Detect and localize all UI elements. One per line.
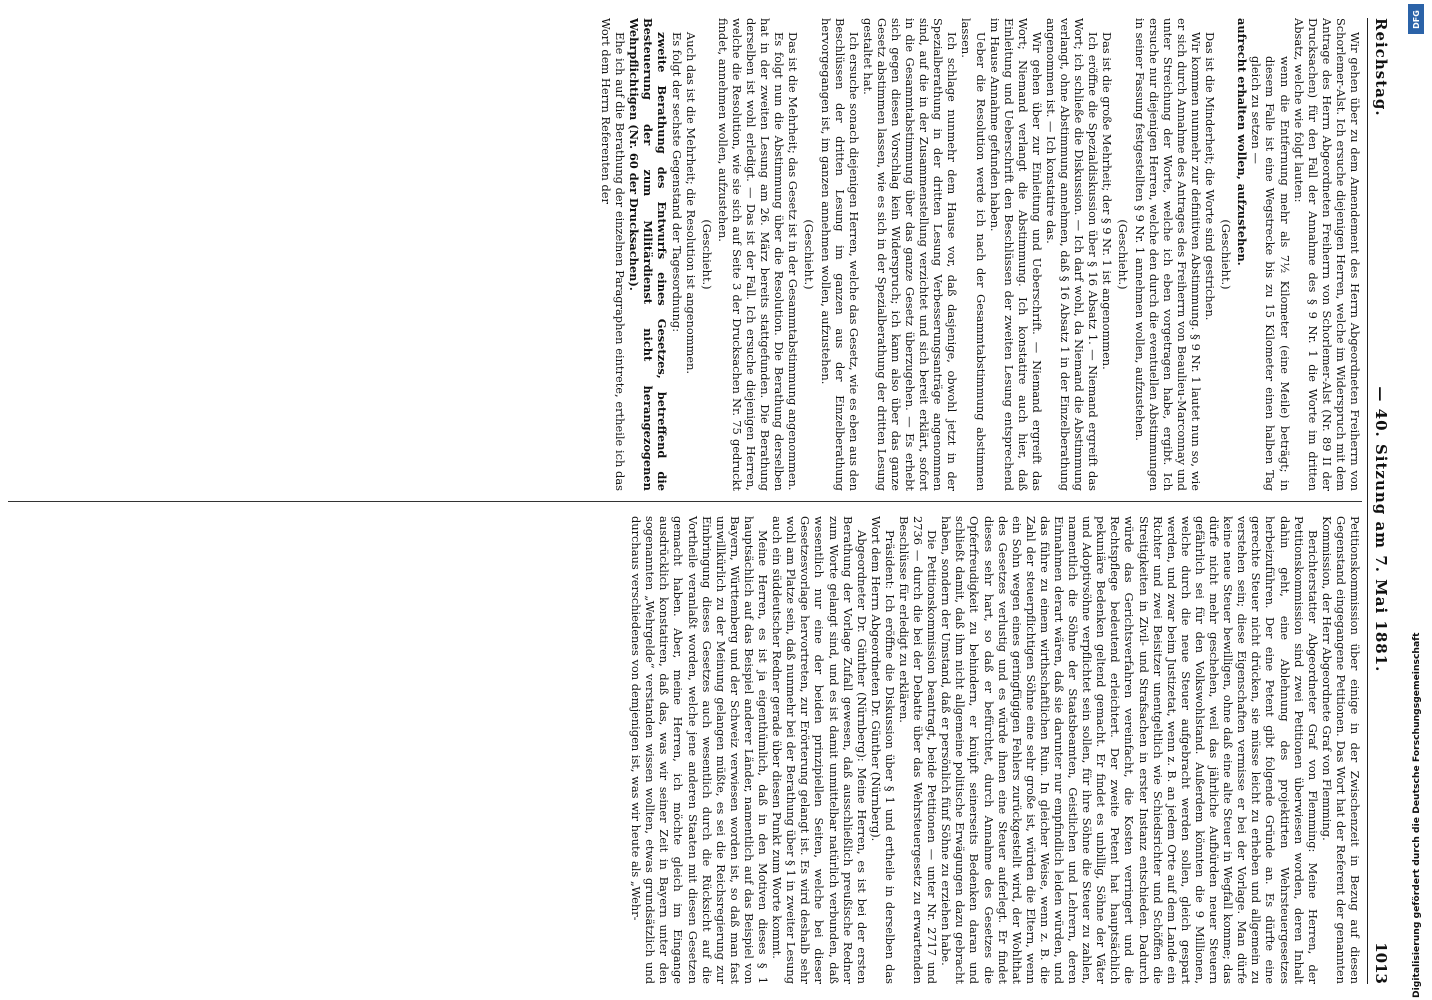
paragraph: Das ist die Minderheit; die Worte sind gestrichen. <box>1203 32 1218 321</box>
stage-direction: (Geschieht.) <box>699 219 714 290</box>
paragraph: Wir kommen nunmehr zur definitiven Abstimmung. § 9 Nr. 1 lautet nun so, wie er sich durch Annahme des Antrages des Freiherrn von Beaulieu-Marconnay und unter Streichung der Worte, welche ich eben vorgetragen habe, ergibt. Ich ersuche nur diejenigen Herren, welche den durch die eventuellen Abstimmungen in seiner Fassung festgestellten § 9 Nr. 1 annehmen wollen, aufzustehen. <box>1132 18 1203 491</box>
paragraph: Ich schlage nunmehr dem Hause vor, daß dasjenige, obwohl jetzt in der Spezialberathung in der dritten Lesung Verbesserungsanträge angenommen sind, auf die in der Zusammenstellung verzichtet und sich bereit erklärt, sofort in die Gesammtabstimmung über das ganze Gesetz überzugehen. — Es erhebt sich gegen diesen Vorschlag kein Widerspruch; ich kann also über das ganze Gesetz abstimmen lassen, wie es sich in der Spezialberathung der dritten Lesung gestaltet hat. <box>860 18 960 491</box>
digitization-sidebar <box>1400 0 1432 1000</box>
header-title: — 40. Sitzung am 7. Mai 1881. <box>1372 386 1390 673</box>
paragraph: Wir gehen über zur Einleitung und Ueberschrift. — Niemand ergreift das Wort; Niemand verlangt die Abstimmung. Ich konstatire auch hier, daß Einleitung und Ueberschrift den Beschlüssen der zweiten Lesung entsprechend im Hause Annahme gefunden haben. <box>987 18 1044 491</box>
paragraph: Ich ersuche sonach diejenigen Herren, welche das Gesetz, wie es eben aus den Beschlüssen der dritten Lesung im ganzen aus der Einzelberathung hervorgegangen ist, im ganzen annehmen wollen, aufzustehen. <box>818 18 861 491</box>
quoted-text: wenn die Entfernung mehr als 7½ Kilometer (eine Meile) beträgt; in diesem Falle ist eine Wegstrecke bis zu 15 Kilometer einen halben Tag gleich zu setzen — <box>1249 56 1292 491</box>
paragraph: aufrecht erhalten wollen, aufzustehen. <box>1235 18 1250 266</box>
paragraph: Ich eröffne die Spezialdiskussion über § 16 Absatz 1. — Niemand ergreift das Wort; ich schließe die Diskussion. — Ich darf wohl, da Niemand die Abstimmung verlangt, ohne Abstimmung annehmen, daß § 16 Absatz 1 in der Einzelberathung angenommen ist. — Ich konstatire das. <box>1044 18 1101 491</box>
paragraph: Ueber die Resolution werde ich nach der Gesammtabstimmung abstimmen lassen. <box>959 18 988 491</box>
paragraph: Petitionskommission über einige in der Zwischenzeit in Bezug auf diesen Gegenstand eingegangene Petitionen. Das Wort hat der Referent der genannten Kommission, der Herr Abgeordnete Graf von Flemming. <box>1319 515 1362 984</box>
paragraph: Das ist die Mehrheit; das Gesetz ist in der Gesammtabstimmung angenommen. <box>786 32 801 491</box>
stage-direction: (Geschieht.) <box>1116 219 1131 290</box>
stage-direction: (Geschieht.) <box>1219 219 1234 290</box>
stage-direction: (Geschieht.) <box>802 219 817 290</box>
paragraph: Berichterstatter Abgeordneter Graf von Flemming: Meine Herren, der Petitionskommission sind zwei Petitionen überwiesen worden, deren Inhalt dahin geht, eine Ablehnung des projektirten Wehrsteuergesetzes herbeizuführen. Der eine Petent gibt folgende Gründe an. Es dürfte eine gerechte Steuer nicht drücken, sie müsse leicht zu erheben und allgemein zu verstehen sein; diese Eigenschaften vermisse er bei der Vorlage. Man dürfe keine neue Steuer bewilligen, ohne daß eine alte Steuer in Wegfall komme; das dürfe nicht mehr geschehen, weil das jährliche Aufbürden neuer Steuern gefährlich sei für den Volkswohlstand. Außerdem könnten die 9 Millionen, welche durch die neue Steuer aufgebracht werden sollen, gleich gespart werden, und zwar beim Justizetat, wenn z. B. an jedem Orte auf dem Lande ein Richter und zwei Beisitzer unentgeltlich wie Schiedsrichter und Schöffen die Streitigkeiten in Zivil- und Strafsachen in erster Instanz entschieden. Dadurch würde das Gerichtsverfahren vereinfacht, die Kosten verringert und die Rechtspflege bedeutend erleichtert. Der zweite Petent hat hauptsächlich pekuniäre Bedenken geltend gemacht. Er findet es unbillig, Söhne der Väter und Adoptivsöhne verpflichtet sein sollen, für ihre Söhne die Steuer zu zahlen, namentlich die Söhne der Staatsbeamten, Geistlichen und Lehrern, deren Einnahmen derart wären, daß sie darunter nur empfindlich leiden würden, und das führe zu einem wirthschaftlichen Ruin. In gleicher Weise, wenn z. B. die Zahl der steuerpflichtigen Söhne eine sehr große ist, würden die Eltern, wenn ein Sohn wegen eines geringfügigen Fehlers zurückgestellt wird, der Wohlthat des Gesetzes verlustig und es würde ihnen eine Steuer auferlegt. Er findet dieses sehr hart, so daß er befürchtet, durch Annahme des Gesetzes die Opferfreudigkeit zu behindern, er knüpft seinerseits Bedenken daran und schließt damit, daß ihm nicht allgemeine politische Erwägungen dazu gebracht haben, sondern der Umstand, daß er persönlich fünf Söhne zu erziehen habe. <box>939 515 1320 984</box>
paragraph: Es folgt der sechste Gegenstand der Tagesordnung: <box>669 32 684 333</box>
paragraph: Präsident: Ich eröffne die Diskussion über § 1 und ertheile in derselben das Wort dem Herrn Abgeordneten Dr. Günther (Nürnberg). <box>868 515 897 984</box>
agenda-item: zweite Berathung des Entwurfs eines Gesetzes, betreffend die Besteuerung der zum Militärdienst nicht herangezogenen Wehrpflichtigen (Nr. 60 der Drucksachen). <box>627 18 670 491</box>
text-columns <box>8 18 1362 984</box>
paragraph: Das ist die große Mehrheit; der § 9 Nr. 1 ist angenommen. <box>1100 32 1115 370</box>
right-column <box>8 501 1362 984</box>
paragraph: Es folgt nun die Abstimmung über die Resolution. Die Berathung derselben hat in der zweiten Lesung am 26. März bereits stattgefunden. Die Berathung derselben ist wohl erledigt. — Das ist der Fall. Ich ersuche diejenigen Herren, welche die Resolution, wie sie sich auf Seite 3 der Drucksachen Nr. 75 gedruckt findet, annehmen wollen, aufzustehen. <box>715 18 787 491</box>
paragraph: Wir gehen über zu dem Amendement des Herrn Abgeordneten Freiherrn von Schorlemer-Alst. Ich ersuche diejenigen Herren, welche im Widerspruch mit dem Antrage des Herrn Abgeordneten Freiherrn von Schorlemer-Alst (Nr. 89 II der Drucksachen) für den Fall der Annahme des § 9 Nr. 1 die Worte im dritten Absatz, welche wie folgt lauten: <box>1291 18 1362 491</box>
header-left: Reichstag. <box>1372 18 1390 117</box>
page-number: 1013 <box>1372 942 1390 984</box>
paragraph: Meine Herren, es ist ja eigenthümlich, daß in den Motiven dieses § 1 hauptsächlich auf das Beispiel anderer Länder, namentlich auf das Beispiel von Bayern, Württemberg und der Schweiz verwiesen worden ist, so daß man fast unwillkürlich zu der Meinung gelangen müßte, es sei die Reichsregierung zur Einbringung dieses Gesetzes auch wesentlich durch die Rücksicht auf die Vortheile veranlaßt worden, welche jene anderen Staaten mit diesen Gesetzen gemacht haben. Aber, meine Herren, ich möchte gleich im Eingange ausdrücklich konstatiren, daß das, was wir seiner Zeit in Bayern unter den sogenannten „Wehrgelde“ verstanden wissen wollten, etwas grundsätzlich und durchaus verschiedenes von demjenigen ist, was wir heute als „Wehr- <box>629 515 771 984</box>
left-column <box>8 18 1362 501</box>
paragraph: Ehe ich auf die Berathung der einzelnen Paragraphen eintrete, ertheile ich das Wort dem Herrn Referenten der <box>599 18 628 491</box>
page-header <box>1367 18 1394 984</box>
paragraph: Abgeordneter Dr. Günther (Nürnberg): Meine Herren, es ist bei der ersten Berathung der Vorlage Zufall gewesen, daß ausschließlich preußische Redner zum Worte gelangt sind, und es ist damit unmittelbar natürlich verbunden, daß wesentlich nur eine der beiden prinzipiellen Seiten, welche bei dieser Gesetzesvorlage hervortreten, zur Erörterung gelangt ist. Es wird deshalb sehr wohl am Platze sein, daß nunmehr bei der Berathung über § 1 in zweiter Lesung auch ein süddeutscher Redner gerade über diesen Punkt zum Worte kommt. <box>770 515 869 984</box>
funding-note: Digitalisierung gefördert durch die Deutsche Forschungsgemeinschaft <box>1411 632 1422 998</box>
paragraph: Auch das ist die Mehrheit; die Resolution ist angenommen. <box>683 32 698 375</box>
paragraph: Die Petitionskommission beantragt, beide Petitionen — unter Nr. 2717 und 2736 — durch die bei der Debatte über das Wehrsteuergesetz zu erwartenden Beschlüsse für erledigt zu erklären. <box>897 515 940 984</box>
dfg-logo: DFG <box>1408 4 1424 34</box>
